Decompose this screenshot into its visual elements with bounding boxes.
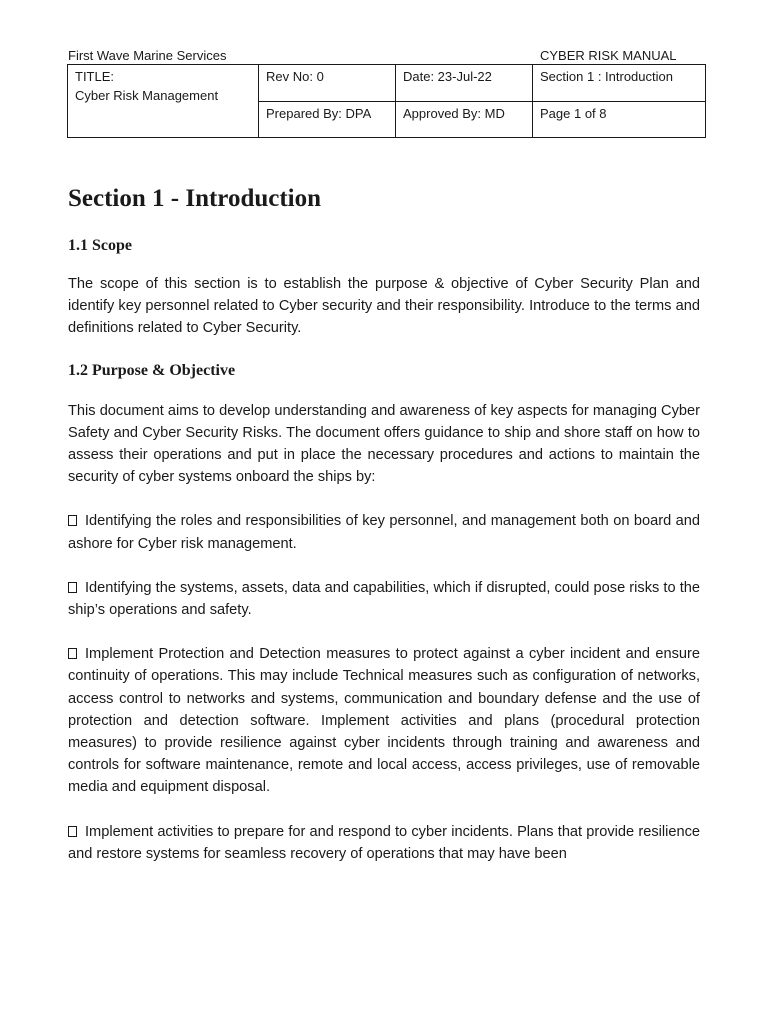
- bullet-box-icon: [68, 826, 77, 837]
- scope-heading: 1.1 Scope: [68, 237, 132, 254]
- bullet-text: Implement activities to prepare for and respond to cyber incidents. Plans that provide resilience and restore systems for seamless recovery of operations that may have been: [68, 823, 700, 862]
- title-value: Cyber Risk Management: [75, 88, 219, 103]
- bullet-text: Identifying the systems, assets, data and capabilities, which if disrupted, could pose risks to the ship’s operations and safety.: [68, 579, 700, 619]
- document-control-table: [67, 64, 706, 138]
- prepared-by-cell: Prepared By: DPA: [259, 102, 396, 138]
- bullet-item: [68, 577, 700, 621]
- bullet-item: [68, 821, 700, 865]
- title-label: TITLE:: [75, 69, 115, 84]
- revision-cell: Rev No: 0: [259, 65, 396, 102]
- purpose-heading: 1.2 Purpose & Objective: [68, 361, 236, 379]
- bullet-box-icon: [68, 582, 77, 593]
- company-name: First Wave Marine Services: [68, 48, 227, 63]
- date-cell: Date: 23-Jul-22: [396, 65, 533, 102]
- bullet-box-icon: [68, 648, 77, 659]
- title-cell: [68, 65, 259, 138]
- bullet-item: [68, 643, 700, 798]
- section-cell: Section 1 : Introduction: [533, 65, 706, 102]
- bullet-item: [68, 510, 700, 554]
- section-title: Section 1 - Introduction: [68, 185, 322, 212]
- purpose-paragraph: This document aims to develop understanding and awareness of key aspects for managing Cyber Safety and Cyber Security Risks. The document offers guidance to ship and shore staff on how to assess their operations and put in place the necessary procedures and actions to maintain the security of cyber systems onboard the ships by:: [68, 402, 700, 486]
- approved-by-cell: Approved By: MD: [396, 102, 533, 138]
- bullet-text: Implement Protection and Detection measures to protect against a cyber incident and ensure continuity of operations. This may include Technical measures such as configuration of networks, access control to networks and systems, communication and boundary defense and the use of protection and detection software. Implement activities and plans (procedural protection measures) to provide resilience against cyber incidents through training and awareness and controls for software maintenance, remote and local access, access privileges, use of removable media and equipment disposal.: [68, 646, 700, 796]
- page-number-cell: Page 1 of 8: [533, 102, 706, 138]
- bullet-text: Identifying the roles and responsibilities of key personnel, and management both on board and ashore for Cyber risk management.: [68, 513, 700, 552]
- scope-paragraph: The scope of this section is to establish the purpose & objective of Cyber Security Plan and identify key personnel related to Cyber security and their responsibility. Introduce to the terms and definitions related to Cyber Security.: [68, 276, 700, 337]
- document-body: [68, 182, 700, 865]
- bullet-box-icon: [68, 515, 77, 526]
- manual-name: CYBER RISK MANUAL: [540, 48, 677, 63]
